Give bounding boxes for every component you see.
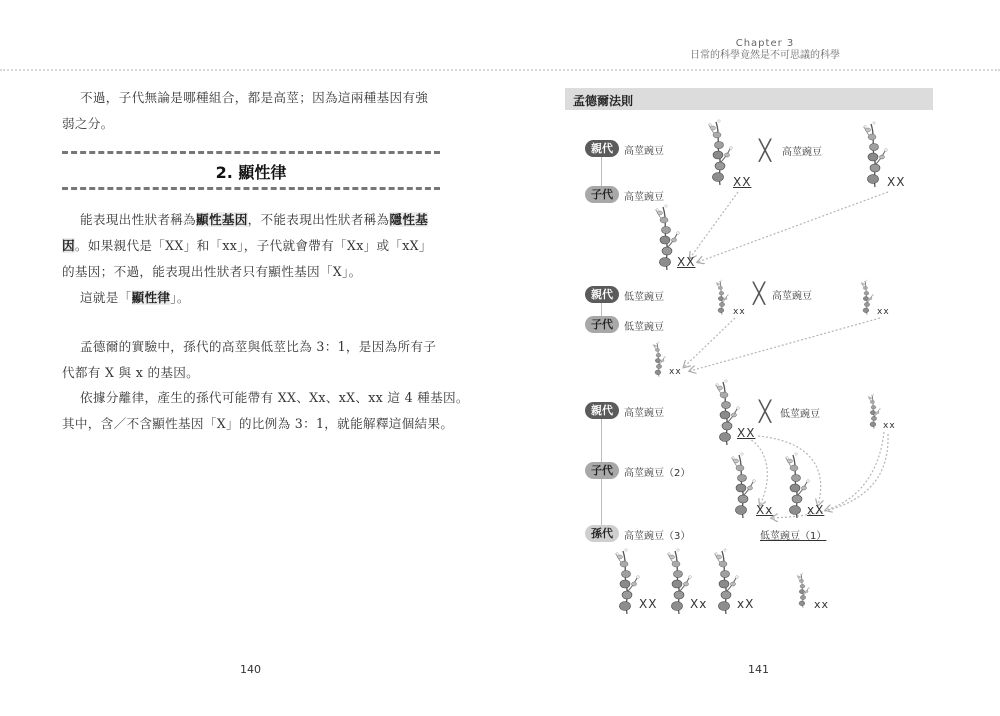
grandchild-genotype: xx — [814, 598, 830, 611]
cross-label: 低莖豌豆 — [780, 409, 820, 420]
child-generation-badge: 子代 — [585, 462, 619, 479]
genotype-label: xx — [883, 421, 896, 431]
cross-icon: ╳ — [759, 138, 772, 162]
genotype-label: xx — [733, 307, 746, 317]
generation-connector — [601, 479, 602, 525]
section-heading: 2. 顯性律 — [215, 163, 287, 182]
child-generation-badge: 子代 — [585, 186, 619, 203]
child-label: 高莖豌豆（2） — [624, 468, 691, 479]
parent-label: 高莖豌豆 — [624, 146, 664, 157]
key-term: 顯性律 — [131, 290, 171, 305]
child-generation-badge: 子代 — [585, 316, 619, 333]
tall-pea-plant-icon — [728, 452, 758, 518]
cross-label: 高莖豌豆 — [782, 147, 822, 158]
parent-label: 低莖豌豆 — [624, 292, 664, 303]
page-number-left: 140 — [240, 663, 261, 676]
grandchild-generation-badge: 孫代 — [585, 525, 619, 542]
cross-icon: ╳ — [759, 399, 772, 423]
text-run: 。如果親代是「XX」和「xx」，子代就會帶有「Xx」或「xX」 — [74, 238, 432, 253]
text-run: ，不能表現出性狀者稱為 — [247, 212, 390, 227]
text-run: 依據分離律，產生的孫代可能帶有 XX、Xx、xX、xx 這 4 種基因。 — [80, 390, 469, 405]
grandchild-genotype: xX — [737, 597, 755, 611]
text-run: 的基因；不過，能表現出性狀者只有顯性基因「X」。 — [62, 264, 362, 279]
short-plant-count-label: 低莖豌豆（1） — [760, 531, 827, 542]
chapter-label: Chapter 3 — [735, 38, 795, 49]
key-term: 因 — [62, 238, 75, 253]
genotype-label: XX — [733, 175, 752, 189]
text-run: 這就是「 — [80, 290, 132, 305]
parent-generation-badge: 親代 — [585, 140, 619, 157]
cross-label: 高莖豌豆 — [772, 291, 812, 302]
genotype-label: XX — [677, 255, 696, 269]
grandchild-label: 高莖豌豆（3） — [624, 531, 691, 542]
text-run: 代都有 X 與 x 的基因。 — [62, 365, 200, 380]
cross-icon: ╳ — [753, 281, 766, 305]
grandchild-genotype: XX — [639, 597, 658, 611]
text-run: 其中，含／不含顯性基因「X」的比例為 3：1，就能解釋這個結果。 — [62, 416, 454, 431]
generation-connector — [601, 157, 602, 186]
tall-pea-plant-icon — [612, 548, 642, 614]
page-number-right: 141 — [748, 663, 769, 676]
short-pea-plant-icon — [859, 278, 875, 316]
tall-pea-plant-icon — [705, 118, 735, 186]
child-label: 低莖豌豆 — [624, 322, 664, 333]
short-pea-plant-icon — [795, 570, 811, 610]
generation-connector — [601, 419, 602, 462]
short-pea-plant-icon — [866, 392, 882, 430]
key-term: 隱性基 — [389, 212, 429, 227]
text-run: 弱之分。 — [62, 116, 114, 131]
chapter-subtitle: 日常的科學竟然是不可思議的科學 — [690, 50, 840, 61]
text-run: 不過，子代無論是哪種組合，都是高莖；因為這兩種基因有強 — [80, 90, 429, 105]
short-pea-plant-icon — [651, 340, 667, 378]
parent-generation-badge: 親代 — [585, 402, 619, 419]
genotype-label: xx — [669, 367, 682, 377]
section-title: 孟德爾法則 — [573, 94, 634, 108]
genotype-label: xx — [877, 307, 890, 317]
text-run: 孟德爾的實驗中，孫代的高莖與低莖比為 3：1，是因為所有子 — [80, 339, 437, 354]
key-term: 顯性基因 — [196, 212, 248, 227]
child-label: 高莖豌豆 — [624, 192, 664, 203]
text-run: 」。 — [170, 290, 190, 305]
text-run: 能表現出性狀者稱為 — [80, 212, 197, 227]
short-pea-plant-icon — [714, 278, 730, 316]
genotype-label: XX — [887, 175, 906, 189]
grandchild-genotype: Xx — [690, 597, 708, 611]
genotype-label: XX — [737, 426, 756, 440]
tall-pea-plant-icon — [860, 120, 890, 188]
genotype-label: Xx — [756, 503, 774, 517]
generation-connector — [601, 303, 602, 316]
parent-generation-badge: 親代 — [585, 286, 619, 303]
genotype-label: xX — [807, 503, 825, 517]
parent-label: 高莖豌豆 — [624, 408, 664, 419]
